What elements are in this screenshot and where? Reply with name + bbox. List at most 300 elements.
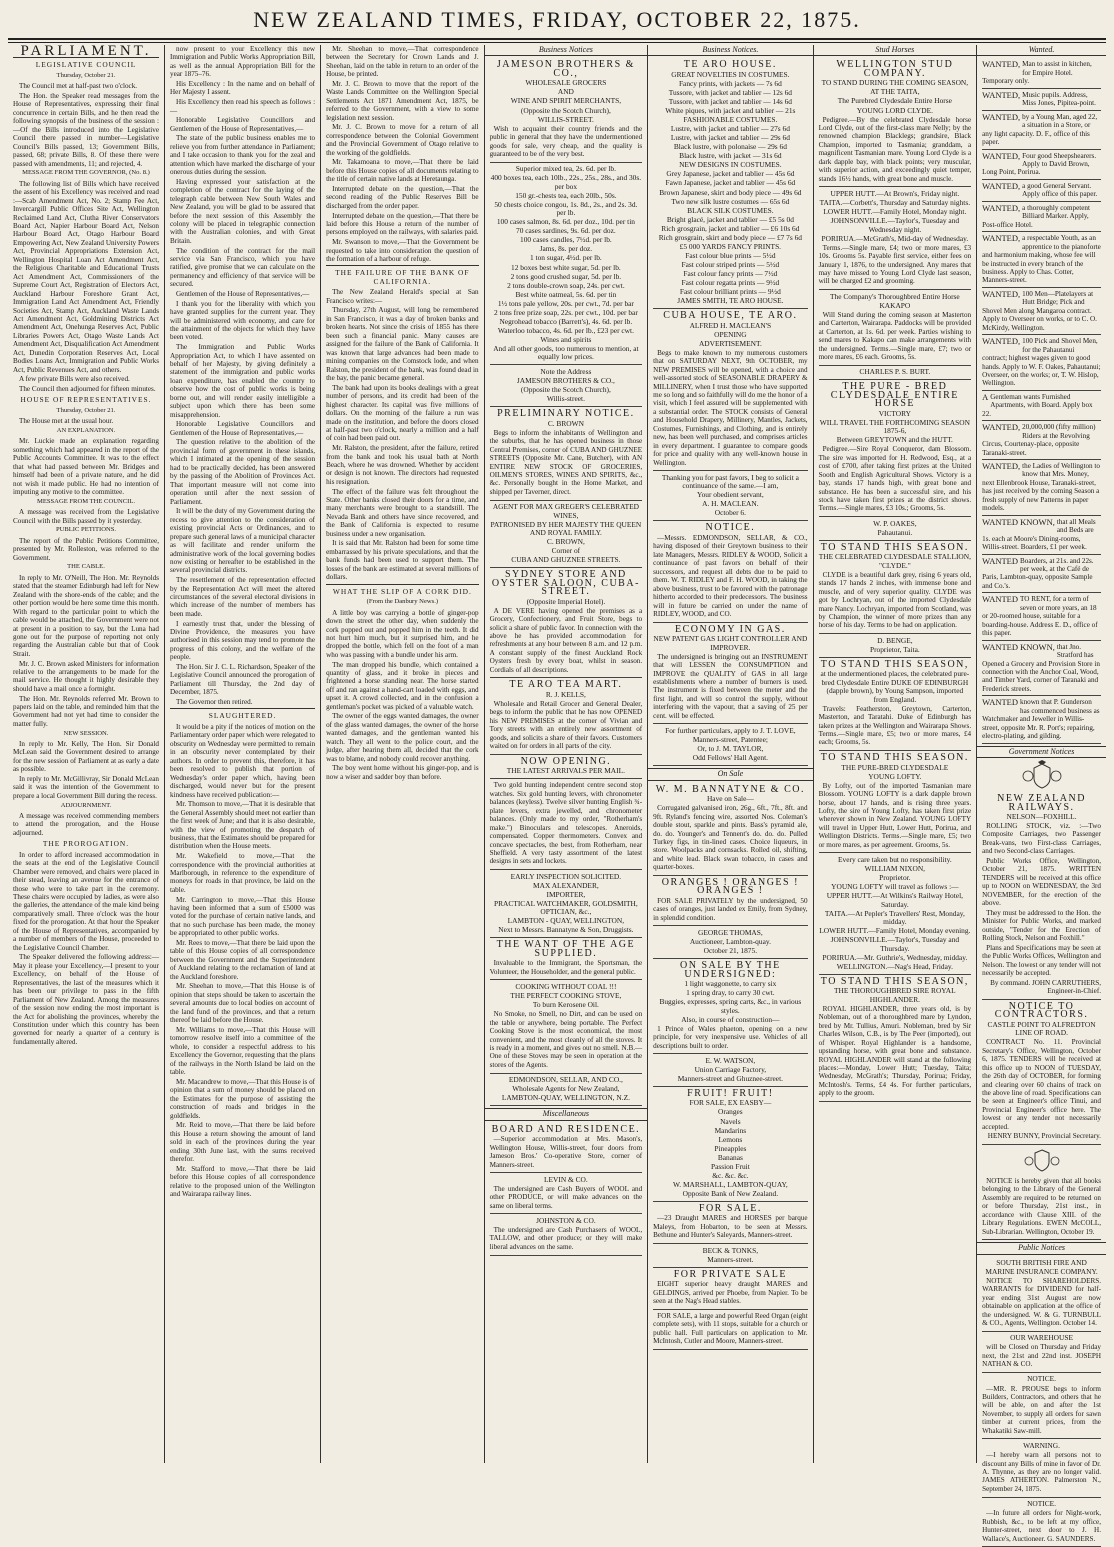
ad-heading: FOR PRIVATE SALE (673, 1268, 787, 1280)
ad-line: WINE AND SPIRIT MERCHANTS, (510, 96, 622, 106)
ad-heading: ECONOMY IN GAS. (674, 623, 786, 635)
divider (170, 708, 315, 709)
ad-line: Lemons (718, 1134, 743, 1144)
wanted-ad (982, 641, 1101, 697)
divider (326, 584, 479, 585)
wanted-lead: WANTED KNOWN, (982, 641, 1055, 652)
advertisement (819, 751, 972, 853)
article-paragraph: The resettlement of the representation effected by the Representation Act will meet the altered circumstances of the several electoral divisions in which increase of the number of members has been made. (170, 576, 316, 618)
ad-line: Rich grosgrain, jacket and tablier — £6 10s 6d (661, 223, 800, 233)
advertisement (819, 380, 972, 517)
ad-line: 70 cases sardines, 9s. 6d. per doz. (516, 226, 616, 236)
advertisement (490, 58, 643, 162)
ad-line: MAX ALEXANDER, (533, 880, 599, 890)
ad-line: Auctioneer, Lambton-quay. (689, 937, 771, 947)
article-paragraph: Mr. Stafford to move,—That there be laid before this House copies of all correspondence relative to the proposed union of the Wellington and Wairarapa railway lines. (170, 1164, 316, 1199)
ad-line: TAITA.—At Pepler's Travellers' Rest, Monday, midday. (824, 908, 965, 927)
article-paragraph: Having expressed your satisfaction at the completion of the contract for the laying of the telegraph cable between New South Wales and New Zealand, you will be glad to be assured that before the next session of this Assembly the colony will be placed in telegraphic connection with the Australian colonies, and with Great Britain. (170, 177, 316, 245)
wanted-ad (982, 58, 1101, 88)
ad-line: CHARLES P. S. BURT. (859, 367, 931, 377)
ad-line: Lustre, with jacket and tablier — 27s 6d (670, 124, 790, 134)
wanted-body: TO RENT, for a term of seven or more years, an 18 or 20-roomed house, suitable for a boarding-house. Address E. D., office of this paper. (982, 595, 1098, 638)
section-header: Business Notices (485, 45, 648, 56)
ad-line: The Purebred Clydesdale Entire Horse (837, 96, 952, 106)
article-paragraph: The Council met at half-past two o'clock. (19, 82, 138, 91)
ad-heading: ORANGES ! ORANGES ! ORANGES ! (661, 876, 799, 897)
ad-line: 12 boxes best white sugar, 5d. per lb. (511, 262, 621, 272)
ad-line: Rich grosgrain, skirt and body piece — £7 7s 6d (658, 232, 802, 242)
crest-icon (982, 760, 1101, 790)
advertisement (819, 541, 972, 634)
article-paragraph: The question relative to the abolition of the provincial form of government in these islands, which I intimated at the opening of the session had to be practically decided, has been answered by the passing of the Abolition of Provinces Act. That important measure will not come into operation until after the next session of Parliament. (170, 438, 316, 506)
ad-line: Negrohead tobacco (Barrett's), 4s. 6d. per lb. (499, 316, 633, 326)
hr-heading: HOUSE OF REPRESENTATIVES. (20, 395, 152, 405)
ad-heading: NOTICE. (705, 522, 756, 534)
ad-line: White piques, with jacket and tablier — 21s (665, 106, 796, 116)
section-header: Wanted. (977, 45, 1106, 56)
wanted-body: Man to assist in kitchen, for Empire Hotel. Temporary only. (982, 60, 1092, 86)
article-paragraph: The report of the Public Petitions Committee, presented by Mr. Rolleston, was referred to the Government. (13, 536, 159, 562)
subheading: AN EXPLANATION. (56, 426, 116, 434)
advertisement (653, 471, 807, 521)
ad-heading: TO STAND THIS SEASON, (820, 658, 969, 670)
article-paragraph: Mr. Williams to move,—That this House will tomorrow resolve itself into a committee of the whole, to consider a respectful address to his Excellency the Governor, requesting that the plans of the railways in the North Island be laid on the table. (170, 1025, 316, 1077)
advertisement (653, 521, 807, 622)
article-paragraph: Mr. J. C. Brown to move for a return of all correspondence between the Colonial Government and the Provincial Government of Otago relative to the working of the goldfields. (326, 123, 479, 157)
advertisement (819, 517, 972, 541)
ad-line: EDMONDSON, SELLAR, AND CO., (508, 1075, 623, 1085)
wanted-text (982, 290, 1101, 332)
advertisement (490, 779, 643, 870)
ad-line: 2 tons good crushed sugar, 5d. per lb. (510, 271, 622, 281)
ad-line: FASHIONABLE COSTUMES. (683, 115, 778, 125)
advertisement (819, 634, 972, 658)
column-parliament-1 (8, 45, 164, 1463)
wanted-text (982, 518, 1101, 552)
ad-line: Every care taken but no responsibility. (838, 855, 952, 865)
article-paragraph: Interrupted debate on the question,—That the second reading of the Public Reserves Bill be discharged from the order paper. (326, 185, 479, 210)
advertisement (653, 959, 807, 1054)
crest-icon (982, 1147, 1101, 1173)
ad-line: YOUNG LOFTY. (868, 771, 922, 781)
article-paragraph: Mr. Swanson to move,—That the Government be requested to take into consideration the question of the formation of a harbour of refuge. (326, 238, 479, 263)
advertisement (653, 876, 807, 926)
ad-line: WILLIAM NIXON, (864, 864, 926, 874)
ad-line: W. MARSHALL, LAMBTON-QUAY, (672, 1179, 788, 1189)
article-paragraph: The Council then adjourned for fifteen minutes. (19, 384, 156, 393)
public-notice-body: —I hereby warn all persons not to discount any Bills of mine in favor of Dr. A. Thynne, as they are no longer valid. JAMES ATHERTON. Palmerston N., September 24, 1875. (982, 1451, 1101, 1493)
bank-heading: THE FAILURE OF THE BANK OF CALIFORNIA. (335, 268, 470, 286)
wanted-ad (982, 391, 1101, 421)
article-paragraph: A message was received from the Legislative Council with the Bills passed by it yesterday. (13, 508, 159, 525)
ad-line: &c. &c. &c. (712, 1170, 749, 1180)
public-notice-heading: OUR WAREHOUSE (1010, 1333, 1073, 1343)
cork-source: (From the Danbury News.) (366, 598, 439, 606)
ad-line: Black lustre, with polonaise — 29s 6d (673, 142, 787, 152)
ad-heading: NOW OPENING. (520, 755, 612, 767)
wanted-text (982, 91, 1101, 108)
section-header: Government Notices (977, 746, 1106, 758)
ad-line: THE PURE-BRED CLYDESDALE (841, 762, 949, 772)
article-paragraph: Mr. Macandrew to move,—That this House is of opinion that a sum of money should be placed on the Estimates for the purpose of assisting the construction of roads and bridges in the goldfields. (170, 1077, 316, 1120)
article-paragraph: It would be a pity if the notices of motion on the Parliamentary order paper which were relegated to obscurity on Wednesday were permitted to remain in an obscurity never contemplated by their authors. In order to prevent this, therefore, it has been resolved to publish that portion of Wednesday's order paper which, having been discharged, would never but for the present kindness have received publication:— (170, 722, 316, 799)
wanted-ad (982, 180, 1101, 202)
ad-line: 2 tons double-crown soap, 24s. per cwt. (507, 280, 625, 290)
wanted-ad (982, 89, 1101, 111)
public-notice-body: —MR. R. PROUSE begs to inform Builders, Contractors, and others that he will be able, on and after the 1st November, to supply all orders for sawn timber at current prices, from the Whakatiki Saw-mill. (982, 1384, 1101, 1435)
ad-body: Begs to make known to my numerous customers that on SATURDAY NEXT, 9th OCTOBER, my NEW PREMISES will be opened, with a choice and well-assorted stock of SEASONABLE DRAPERY & MILLINERY, when I trust those who have supported me so long and so faithfully will do me the honor of a visit, which I feel assured will be supplemented with a substantial order. The STOCK consists of General and Household Drapery, Millinery, Mantles, Jackets, Costumes, Furnishings, and Clothing, and is entirely new, has been well purchased, and comprises articles in every department. I guarantee to compare goods for price and quality with any well-known house in Wellington. (653, 348, 808, 467)
ad-line: ADVERTISEMENT. (698, 338, 762, 348)
govt-subtitle: NELSON—FOXHILL. (1006, 811, 1077, 821)
notice-text: Plans and Specifications may be seen at the Public Works Offices, Wellington and Nelson. The lowest or any tender will not necessarily be accepted. (982, 943, 1101, 978)
notice-text: NOTICE is hereby given that all books belonging to the Library of the General Assembly are required to be returned on or before Thursday, 21st inst., in accordance with Clause XIII. of the Library Regulations. EWEN McCOLL, Sub-Librarian. Wellington, October 19. (982, 1176, 1101, 1236)
column-business-notices (484, 45, 648, 1463)
public-notices-list (982, 1257, 1101, 1547)
wanted-ad (982, 111, 1101, 150)
column-stud-horses (813, 45, 977, 1463)
ad-line: Note the Address (540, 367, 592, 377)
ad-line: 50 chests choice congou, 1s. 8d., 2s., and 2s. 3d. per lb. (494, 199, 638, 218)
ad-line: JOHNSONVILLE.—Taylor's, Tuesday and Thursday. (830, 935, 960, 953)
ad-line: JAMES SMITH, TE ARO HOUSE. (677, 296, 784, 306)
columns (8, 43, 1106, 1543)
ad-line: Or, to J. M. TAYLOR, (697, 744, 764, 754)
ad-list (819, 58, 972, 1102)
ad-line: And all other goods, too numerous to mention, at equally low prices. (493, 343, 639, 362)
wanted-text (982, 393, 1101, 418)
wanted-text (982, 337, 1101, 388)
public-notice-body: NOTICE TO SHAREHOLDERS. WARRANTS for DIVIDEND for half-year ending 31st August are now obtainable on application at the office of the undersigned. W. & G. TURNBULL & CO., Agents, Wellington. October 14. (982, 1276, 1101, 1328)
article-paragraph: The House met at the usual hour. (19, 417, 114, 426)
contractors-subtitle: CASTLE POINT TO ALFREDTON LINE OF ROAD. (987, 1019, 1096, 1038)
wanted-text (982, 423, 1101, 457)
article-paragraph: In order to afford increased accommodation in the seats at the end of the Legislative Council Chamber were removed, and chairs were placed in their stead, leaving an avenue for the entrance of those who were to take part in the ceremony. These chairs were occupied by ladies, as were also the galleries, the attendance of the male kind being comparatively small. Three o'clock was the hour fixed for the prorogation. At that hour the Speaker of the House of Representatives, accompanied by a number of members of the House, proceeded to the Legislative Council Chamber. (13, 850, 159, 952)
wanted-lead: WANTED KNOWN, (982, 516, 1055, 527)
advertisement (490, 568, 643, 678)
notice-signature: HENRY BUNNY, Provincial Secretary. (987, 1132, 1101, 1141)
article-paragraph: Mr. Reid to move,—That there be laid before this House a return showing the amount of land sold in each of the provinces during the year ending 30th June last, with the sums received therefor. (170, 1121, 316, 1164)
advertisement (819, 290, 972, 366)
wanted-lead: WANTED (982, 594, 1019, 605)
ad-line: (Opposite the Scotch Church), (520, 385, 611, 395)
ad-line: Your obedient servant, (696, 490, 764, 500)
ad-line: EARLY INSPECTION SOLICITED. (510, 871, 622, 881)
ad-line: Union Carriage Factory, (694, 1064, 767, 1074)
advertisement (819, 187, 972, 290)
ad-line: YOUNG LOFTY will travel as follows :— (831, 882, 959, 892)
ad-line: Fast colour brilliant prints — 9½d (679, 287, 781, 297)
public-notice (982, 1498, 1101, 1547)
subheading: THE PROROGATION. (42, 839, 130, 849)
ad-body: Two gold hunting independent centre second stop watches. Six gold hunting levers, with chronometer balances (keyless). Twelve silver hunting English ¾-plate levers, extra jewelled, and chronometer balances. (Only made to my order, "Rotherham's make.") Binoculars and telescopes. Aneroids, compensated. Copper thermometers. Convex and concave spectacles, the best, from Rotherham, near Sheffield. A very tasty assortment of the latest designs in sets and lockets. (489, 781, 643, 866)
wanted-ad (982, 460, 1101, 516)
ad-line: E. W. WATSON, (705, 1055, 756, 1065)
ad-body: Corrugated galvanised iron, 26g., 6ft., 7ft., 8ft. and 9ft. Ryland's fencing wire, assorted Nos. Coleman's double stout, sparkle and pints. Bass's pyramid ale, do. do. Younger's and Tennent's do. do. do. Pulled Turkey figs, in tin-lined cases. Choice liqueurs, in store. Woolpacks and cornsacks. Rolled oil, shifting, and white lead. Black swan tobacco, in cases and quarter-boxes. (653, 804, 808, 872)
ad-heading: FRUIT! FRUIT! (687, 1087, 774, 1099)
wanted-body: Music pupils. Address, Miss Jones, Pipitea-point. (1022, 90, 1096, 108)
advertisement (653, 1202, 807, 1244)
ad-line: Jams, 8s. per doz. (539, 244, 593, 254)
notice-text: Public Works Office, Wellington, October 21, 1875. WRITTEN TENDERS will be received at this office up to NOON on WEDNESDAY, the 3rd NOVEMBER, for the erection of the above. (982, 857, 1101, 908)
advertisement (490, 678, 643, 754)
ad-line: Lustre, with jacket and tablier — 29s 6d (670, 133, 790, 143)
ad-body: Wholesale and Retail Grocer and General Dealer, begs to inform the public that he has now OPENED his NEW PREMISES at the corner of Vivian and Tory streets with an entirely new assortment of goods, and solicits a share of their favors. Customers waited on for orders in all parts of the city. (489, 699, 643, 751)
article-paragraph: Honorable Legislative Councillors and Gentlemen of the House of Representatives,— (170, 420, 316, 437)
article-paragraph: In reply to Mr. O'Neill, The Hon. Mr. Reynolds stated that the steamer Edinburgh had left for New Zealand with the shore-ends of the cable; and the other portion would be here some time this month. With regard to the particular point to which the cable would be attached, the Government were not at present in a position to say, but the Luna had gone out for the purpose of reporting not only regarding the Australian cable but that of Cook Strait. (13, 573, 159, 658)
ad-line: LEVIN & CO. (544, 1174, 588, 1184)
ad-line: PORIRUA.—Mr. Guthrie's, Wednesday, midday. (822, 952, 968, 962)
ad-line: Pineapples (714, 1143, 747, 1153)
article-paragraph: Mr. Takamoana to move,—That there be laid before this House copies of all documents relating to the title of certain native lands at Heretaunga. (326, 158, 479, 184)
ad-body: Pedigree.—Sire Royal Conqueror, dam Blossom. The sire was imported for H. Redwood, Esq., at a cost of £700, after taking first prizes at the United Sooth and English Agricultural Shows. Victory is a bay, stands 17 hands high, with great bone and substance. He has been a successful sire, and his stock have taken first prizes at the district shows. Terms.—Single mares, £3 10s.; Grooms, 5s. (818, 445, 972, 513)
section-header: Stud Horses (814, 45, 977, 56)
ad-list (653, 58, 807, 766)
ad-line: W. P. OAKES, (873, 518, 917, 528)
ad-body: Terms.—Single mare, £4; two or more mares, £3 10s. Grooms 5s. Payable first service, either fees on January 1, 1876, to the undersigned. Any mares that may have missed to Young Lord Clyde last season, will be charged £2 and grooming. (818, 243, 972, 286)
article-paragraph: I thank you for the liberality with which you have granted supplies for the current year. They will be administered with economy, and care for the attainment of the objects for which they have been voted. (170, 299, 316, 342)
advertisement (653, 309, 807, 471)
wanted-body: Gentleman wants Furnished Apartments, with Board. Apply box 22. (982, 392, 1093, 418)
ad-body: A DE VERE having opened the premises as a Grocery, Confectionery, and Fruit Store, begs to solicit a share of public favor. In connection with the above he has provided accommodation for refreshments at any hour between 8 a.m. and 12 p.m. A constant supply of the finest Auckland Rock Oysters fresh by every boat, whilst in season. Cordials of all descriptions. (489, 606, 643, 674)
ad-line: Manners-street, Patentee; (692, 735, 768, 745)
ad-line: October 21, 1875. (703, 946, 758, 956)
wanted-lead: WANTED (982, 555, 1019, 566)
article-paragraph: In reply to Mr. Kelly, The Hon. Sir Donald McLean said the Government desired to arrange for the new session of Parliament at as early a date as possible. (13, 739, 159, 774)
article-paragraph: The Hon. Mr. Reynolds referred Mr. Brown to papers laid on the table, and reminded him that the Government had not yet had time to consider the matter fully. (13, 694, 159, 728)
wanted-list (982, 58, 1101, 743)
ad-line: Pahautanui. (877, 527, 913, 537)
ad-body: EIGHT superior heavy draught MARES and GELDINGS, arrived per Phoebe, from Napier. To be seen at the Nag's Head stables. (653, 1280, 808, 1305)
ad-heading: TO STAND THIS SEASON, (820, 975, 969, 987)
ad-body: The undersigned are Cash Purchasers of WOOL, TALLOW, and other produce; or they will make liberal advances on the same. (489, 1226, 643, 1251)
ad-heading: PRELIMINARY NOTICE. (497, 408, 635, 420)
ad-heading: TO STAND THIS SEASON. (820, 752, 969, 764)
wanted-text (982, 643, 1101, 694)
hr-date: Thursday, October 21. (56, 406, 116, 414)
ad-line: Also, in course of construction— (681, 1014, 780, 1024)
advertisement (653, 1268, 807, 1310)
wanted-body: 100 Men—Platelayers at Hutt Bridge; Pick and Shovel Men along Mangaroa contract. Apply to Overseer on works, or to C. O. McKirdy, Wellington. (982, 289, 1097, 332)
wanted-ad (982, 696, 1101, 743)
article-paragraph: The Immigration and Public Works Appropriation Act, to which I have assented on behalf of her Majesty, by giving definitely a statement of the immigration and public works loan expenditure, has enabled the country to observe how the cost of public works is being borne out, and will render easily intelligible a subject upon which there has been some misapprehension. (170, 343, 316, 419)
ad-line: To burn Kerosene Oil. (532, 1000, 599, 1010)
article-paragraph: Mr. Sheehan to move,—That this House is of opinion that steps should be taken to ascertain the several amounts due to local bodies on account of the land fund of the provinces, and that a return thereof be laid before the House. (170, 982, 316, 1025)
wanted-text (982, 698, 1101, 740)
wanted-body: 20,000,000 (fifty million) Riders at the Revolving Circus, Courtenay-place, opposite Taranaki-street. (982, 423, 1096, 457)
ad-line: THE CELEBRATED CLYDESDALE STALLION, "CLYDE." (818, 552, 971, 570)
subheading: ADJOURNMENT. (60, 801, 112, 809)
ad-body: The undersigned is bringing out an INSTRUMENT that will LESSEN the CONSUMPTION and IMPROVE the QUALITY of GAS in all large establishments where a number of burners is used. The instrument is fixed between the meter and the first light, and will so control the supply, without interfering with the vapour, that a saving of 25 per cent. will be effected. (653, 652, 808, 720)
section-header: Miscellaneous (485, 1108, 648, 1120)
ad-body: Travels: Featherston, Greytown, Carterton, Masterton, and Taratahi. Duke of Edinburgh has taken prizes at the Wellington and Wairarapa Shows. Terms.—Single mare, £5; two or more mares, £4 each; Grooms, 5s. (818, 704, 972, 747)
ad-line: Manners-street. (707, 1254, 754, 1264)
wanted-body: Four good Sheepshearers. Apply to David Brown, Long Point, Porirua. (982, 151, 1097, 177)
ad-line: Corner of (551, 546, 581, 556)
wanted-body: Boarders, at 21s. and 22s. per week, at the Café de Paris, Lambton-quay, opposite Sample and Co.'s. (982, 556, 1094, 590)
ad-body: —23 Draught MARES and HORSES per barque Maleys, from Hobarton, to be seen at Messrs. Bethune and Hunter's Saleyards, Manners-street. (653, 1214, 808, 1240)
ad-line: THE THOROUGHBRED SIRE ROYAL HIGHLANDER. (834, 986, 956, 1004)
wanted-body: 100 Pick and Shovel Men, for the Pahautanui contract; highest wages given to good hands. Apply to W. F. Oakes, Pahautanui; Overseer, on the works; or, T. W. Hislop, Wellington. (982, 337, 1101, 388)
ad-line: YOUNG LORD CLYDE. (856, 105, 933, 115)
advertisement (490, 755, 643, 780)
wanted-lead: WANTED, (982, 288, 1021, 299)
ad-line: Have on Sale— (706, 794, 754, 804)
advertisement (653, 1087, 807, 1202)
ad-line: LAMBTON-QUAY, WELLINGTON, N.Z. (501, 1093, 630, 1103)
ad-line: R. J. KELLS, (545, 689, 586, 699)
public-notice-heading: WARNING. (1023, 1441, 1060, 1451)
ad-line: Wines and spirits (540, 334, 592, 344)
wanted-lead: WANTED (982, 697, 1019, 708)
article-paragraph: I earnestly trust that, under the blessing of Divine Providence, the measures you have authorised in this session may tend to promote the progress of this colony, and the welfare of the people. (170, 619, 316, 662)
wanted-body: a thoroughly competent Billiard Marker. Apply, Post-office Hotel. (982, 203, 1090, 229)
ad-body: ROYAL HIGHLANDER, three years old, is by Nobleman, out of a thoroughbred mare by Lyndon, bred by Mr. Tullius, Amuri. Nobleman, bred by Sir Charles Wilson, C.B., is by The Peer (imported), out of Whisper. Royal Highlander is a handsome, upstanding horse, with great bone and substance. ROYAL HIGHLANDER will stand at the following places:—Monday, Lower Hutt; Tuesday, Taita; Wednesday, McGrath's; Thursday, Porirua; Friday, McIntosh's. Terms, £4 4s. For further particulars, apply to the groom. (818, 1004, 972, 1098)
ad-line: Bright glacé, jacket and tablier — £5 5s 0d (666, 214, 794, 224)
ad-line: THE PERFECT COOKING STOVE, (510, 991, 622, 1001)
wanted-text (982, 595, 1101, 637)
wanted-text (982, 152, 1101, 177)
article-paragraph: The condition of the contract for the mail service via San Francisco, which you have ratified, give promise that we can calculate on the permanency and efficiency of that service will be secured. (170, 246, 316, 289)
wanted-lead: WANTED, (982, 150, 1021, 161)
ad-line: Grey Japanese, jacket and tablier — 45s 6d (666, 169, 795, 179)
ad-line: Passion Fruit (710, 1161, 750, 1171)
column-parliament-2 (164, 45, 320, 1463)
ad-line: GEORGE THOMAS, (697, 928, 763, 938)
advertisement (653, 783, 807, 876)
wanted-lead: A (982, 391, 989, 402)
article-paragraph: It is said that Mr. Ralston had been for some time embarrassed by his private speculations, and that the bank funds had been used to support them. The losses of the bank are estimated at several millions of dollars. (326, 539, 479, 582)
ad-heading: THE WANT OF THE AGE SUPPLIED. (496, 939, 636, 959)
ad-heading: THE PURE - BRED CLYDESDALE ENTIRE HORSE (830, 381, 959, 410)
article-paragraph: Mr. Ralston, the president, after the failure, retired from the bank and took his usual bath at North Beach, where he was drowned. Whether by accident or design is not known. The directors had requested his resignation. (326, 444, 479, 486)
article-paragraph: His Excellency : In the name and on behalf of Her Majesty I assent. (170, 80, 316, 97)
column-wanted-govt (976, 45, 1106, 1543)
ad-line: Proprietor, Taita. (869, 644, 920, 654)
ad-line: WILLIS-STREET. (537, 114, 594, 124)
parliament-heading: PARLIAMENT. (13, 47, 159, 58)
ad-line: Odd Fellows' Hall Agent. (692, 753, 768, 763)
ad-line: AGENT FOR MAX GREGER'S CELEBRATED WINES, (492, 502, 639, 520)
article-paragraph: Mr. J. C. Brown asked Ministers for information relative to the arrangements to be made for the mail service. He thought it highly desirable they should have a mail once a fortnight. (13, 659, 159, 693)
slaughtered-heading: SLAUGHTERED. (208, 711, 277, 721)
advertisement (490, 365, 643, 407)
ad-line: PORIRUA.—McGrath's, Mid-day of Wednesday. (821, 233, 969, 243)
ad-line: Oranges (718, 1107, 743, 1117)
ad-line: The Company's Thoroughbred Entire Horse (830, 291, 960, 301)
ad-body: 1 Prince of Wales phaeton, opening on a new principle, for very inexpensive use. Vehicles of all descriptions built to order. (653, 1024, 808, 1050)
ad-line: Fast colour regatta prints — 9½d (681, 277, 780, 287)
advertisement (653, 58, 807, 309)
ad-line: OPENING (714, 329, 747, 339)
ad-line: NEW PATENT GAS LIGHT CONTROLLER AND IMPROVER. (653, 634, 808, 652)
cork-heading: WHAT THE SLIP OF A CORK DID. (332, 586, 472, 596)
wanted-lead: WANTED, (982, 422, 1021, 433)
ad-line: Bananas (717, 1152, 743, 1162)
advertisement (490, 1214, 643, 1255)
section-header: On Sale (648, 768, 812, 780)
notice-text: CONTRACT No. 11. Provincial Secretary's Office, Wellington, October 6, 1875. TENDERS will be received at this office up to NOON of TUESDAY, the 26th day of OCTOBER, for forming and clearing over 60 chains of track on the above line of road. Specifications can be seen at Engineer's office Tinui, and Provincial Engineer's office here. The lowest or any tender not necessarily accepted. (982, 1038, 1101, 1131)
ad-line: Fast colour blue prints — 5½d (685, 250, 776, 260)
article-paragraph: Honorable Legislative Councillors and Gentlemen of the House of Representatives,— (170, 116, 316, 133)
library-notice (982, 1175, 1101, 1240)
ad-line: 1 ton sugar, 4½d. per lb. (530, 253, 602, 263)
wanted-ad (982, 593, 1101, 640)
wanted-body: the Ladies of Wellington to know that Mrs. Money, next Ellenbrook House, Taranaki-street, has just received by the coming Season a fresh supply of new Patterns in paper models. (982, 462, 1100, 513)
ad-heading: BOARD AND RESIDENCE. (491, 1123, 641, 1135)
advertisement (490, 407, 643, 500)
article-paragraph: Mr. Sheehan to move,—That correspondence between the Secretary for Crown Lands and J. Sheehan, laid on the table in return to an order of the House, be printed. (326, 45, 479, 79)
advertisement (653, 926, 807, 959)
ad-line: 1½ tons pale yellow, 20s. per cwt., 7d. per bar (497, 298, 634, 308)
ad-line: ALFRED H. MACLEAN'S (689, 320, 772, 330)
wanted-lead: WANTED, (982, 336, 1021, 347)
advertisement (490, 501, 643, 569)
public-notice-body: —In future all orders for Night-work, Rubbish, &c., to be left at my office, Hunter-street, next door to J. H. Wallace's, Auctioneer. G. SAUNDERS. (982, 1509, 1101, 1543)
public-notice (982, 1332, 1101, 1373)
ad-line: JOHNSTON & CO. (536, 1215, 596, 1225)
subheading: PUBLIC PETITIONS. (55, 526, 117, 534)
ad-line: Fawn Japanese, jacket and tablier — 45s 6d (665, 178, 796, 188)
wanted-body: that Jno. Stratford has Opened a Grocery and Provision Store in connection with the Anchor Coal, Wood, and Timber Yard, corner of Taranaki and Frederick streets. (982, 642, 1100, 693)
advertisement (653, 724, 807, 766)
article-paragraph: In reply to Mr. McGillivray, Sir Donald McLean said it was the intention of the Government to prepare a local Government Bill during the recess. (13, 774, 159, 800)
ad-line: VICTORY (878, 408, 911, 418)
subheading: MESSAGE FROM THE COUNCIL. (36, 497, 136, 505)
ad-body: The undersigned are Cash Buyers of WOOL and other PRODUCE, or will make advances on the same on liberal terms. (489, 1184, 643, 1210)
ad-line: 1 light waggonette, to carry six (684, 979, 777, 989)
article-paragraph: The effect of the failure was felt throughout the State. Other banks closed their doors for a time, and many merchants were brought to a standstill. The Nevada Bank and others have since recovered, and the Bank of California is expected to resume business under a new organisation. (326, 487, 479, 538)
ad-body: Invaluable to the Immigrant, the Sportsman, the Volunteer, the Householder, and the general public. (489, 959, 643, 976)
ad-line: Two new silk lustre costumes — 65s 6d (671, 196, 790, 206)
ad-line: CUBA AND GHUZNEE STREETS. (511, 555, 621, 565)
wanted-body: a good General Servant. Apply office of this paper. (1022, 181, 1098, 199)
article-paragraph: Mr. J. C. Brown to move that the report of the Waste Lands Committee on the Wellington Special Settlements Act 1871 Amendment Act, 1875, be referred to the Government, with a view to some legislation next session. (326, 80, 479, 122)
wanted-ad (982, 232, 1101, 288)
ad-line: WILL TRAVEL THE FORTHCOMING SEASON 1875-6, (819, 417, 970, 436)
article-paragraph: Thursday, 27th August, will long be remembered in San Francisco, it was a day of broken banks and broken hearts. Not since the crisis of 1855 has there been such a financial panic. Many causes are assigned for the failure of the Bank of California. It was known that large advances had been made to mining companies on the Comstock lode, and when Ralston, the president of the bank, was found dead in the bay, the panic became general. (326, 306, 479, 383)
article-paragraph: The Hon. Sir J. C. L. Richardson, Speaker of the Legislative Council announced the prorogation of Parliament till Thursday, the 2nd day of December, 1875. (170, 662, 316, 697)
ad-line: COOKING WITHOUT COAL !!! (515, 982, 617, 992)
wanted-ad (982, 202, 1101, 232)
govt-notice (982, 792, 1101, 1000)
wanted-body: a respectable Youth, as an apprentice to the pianoforte and harmonium making, whose fee will be instructed in every branch of the business. Apply to Chas. Cotter, Manners-street. (982, 234, 1101, 285)
ad-line: Opposite Bank of New Zealand. (682, 1188, 779, 1198)
ad-line: AND (557, 87, 574, 97)
advertisement (490, 1123, 643, 1173)
ad-line: JOHNSONVILLE.—Taylor's, Tuesday and Wednesday night. (830, 216, 960, 234)
ad-line: BECK & TONKS, (702, 1245, 759, 1255)
ad-line: WHOLESALE GROCERS (525, 78, 607, 88)
article-paragraph: The man dropped his bundle, which contained a quantity of glass, and it broke in pieces and frightened a horse standing near. The horse started off and ran against a hand-cart loaded with eggs, and upset it. A crowd collected, and in the confusion a gentleman's pocket was picked of a valuable watch. (326, 660, 479, 711)
ad-heading: CUBA HOUSE, TE ARO. (663, 310, 798, 322)
wanted-text (982, 204, 1101, 229)
ad-body: No Smoke, no Smell, no Dirt, and can be used on the table or anywhere, being portable. The Perfect Cooking Stove is the most economical, the most convenient, and the most cleanly of all the stoves. It is ready in a moment, and gives out no smell. N.B.—One of these Stoves may be seen in operation at the stores of the Agents. (489, 1010, 643, 1069)
article-paragraph: The following list of Bills which have received the assent of his Excellency was received and read :—Scab Amendment Act, No. 2; Stamp Fee Act, Invercargill Public Offices Site Act, Wellington Reclaimed Land Act, Clutha River Conservators Board Act, Napier Harbour Board Act, Nelson Harbour Board Act, Otago Harbour Board Empowering Act, New Zealand University Powers Act, Provincial Appropriations Extension Act, Wellington Hospital Loan Act Amendment Act, the Religious Charitable and Educational Trusts Act Amendment Act, Commissioners of the Supreme Court Act, Registration of Electors Act, Auckland Harbour Foreshore Grant Act, Immigration Land Act Amendment Act, Friendly Societies Act, Stamp Act, Auckland Waste Lands Act Amendment Act, Goldmining Districts Act Amendment Act, Onehunga Reserves Act, Public Libraries Powers Act, Otago Waste Lands Act Amendment Act, Disqualification Act Amendment Act, Dunedin Corporation Reserves Act, Local Bodies Loans Act, Immigration and Public Works Act, Public Revenues Act, and others. (13, 179, 159, 374)
public-notice (982, 1373, 1101, 1440)
column-news (320, 45, 484, 1463)
ad-heading: W. M. BANNATYNE & CO. (655, 783, 805, 795)
article-paragraph: The state of the public business enables me to relieve you from further attendance in Parliament; and I take occasion to thank you for the zeal and attention which have marked the discharge of your onerous duties during the session. (170, 134, 316, 177)
ad-line: AT THE TAITA, (870, 87, 920, 97)
advertisement (653, 623, 807, 725)
article-paragraph: The New Zealand Herald's special at San Francisco writes:— (326, 288, 479, 305)
wanted-text (982, 60, 1101, 85)
article-paragraph: The bank had upon its books dealings with a great number of persons, and its credit had been of the highest character. Its capital was five millions of dollars. On the morning of the failure a run was made on the institution, and before the doors closed at half-past two o'clock, nearly a million and a half of coin had been paid out. (326, 383, 479, 443)
ad-line: LOWER HUTT.—Family Hotel, Monday night. (823, 207, 967, 217)
advertisement (819, 853, 972, 974)
ad-body: Pedigree.—By the celebrated Clydesdale horse Lord Clyde, out of the first-class mare Nelly; by the renowned champion Blacklegs; grandsire, Black Champion, imported to Tasmania; granddam, a magnificent Tasmanian mare. Young Lord Clyde is a dark dapple bay, with black points; very muscular, with superior action, and exceedingly quiet temper, stands 16½ hands, with great bone and muscle. (818, 115, 972, 183)
article-paragraph: Mr. Wakefield to move,—That the correspondence with the provincial authorities at Marlborough, in reference to the expenditure of moneys for roads in that province, be laid on the table. (170, 852, 316, 894)
